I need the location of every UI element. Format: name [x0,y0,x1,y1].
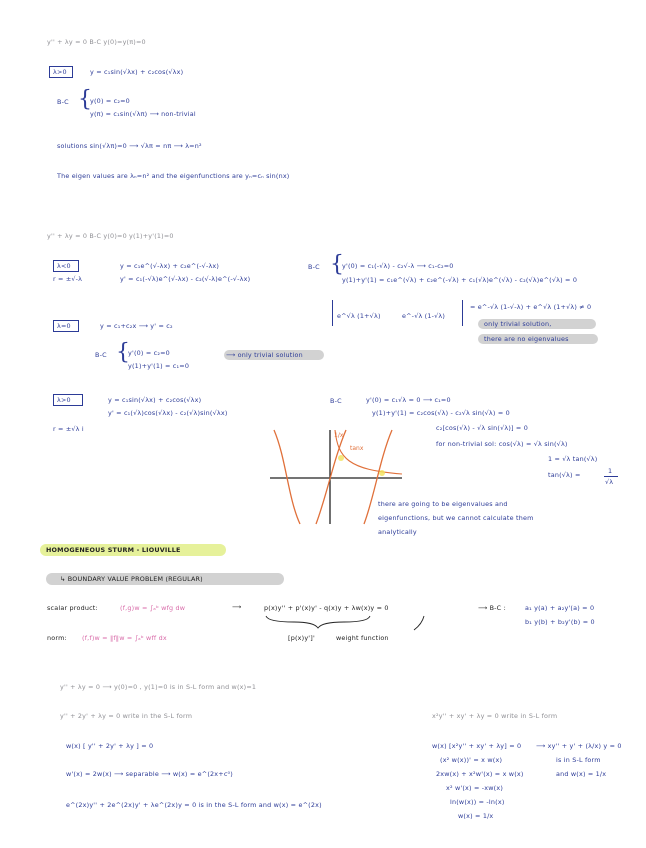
graph-label-1: 1/x [334,432,344,439]
s2-yp-neg: y' = c₁(-√λ)e^(√-λx) - c₂(√-λ)e^(-√-λx) [120,275,251,283]
s3-ex3-4: x² w'(x) = -xw(x) [446,784,504,792]
s2-bc-pos6-left: tan(√λ) = [548,471,581,479]
s3-ex2-3: e^(2x)y'' + 2e^(2x)y' + λe^(2x)y = 0 is in the S-L form and w(x) = e^(2x) [66,801,322,809]
s1-problem: y'' + λy = 0 B-C y(0)=y(π)=0 [47,38,146,46]
intersection-2 [379,470,385,476]
s2-det-right-bar [462,300,463,326]
s3-underbrace [264,614,484,632]
s1-brace: { [78,87,92,112]
s3-ex1: y'' + λy = 0 ⟶ y(0)=0 , y(1)=0 is in S-L form and w(x)=1 [60,683,257,691]
tan-branch-2 [316,430,346,524]
s2-note2: eigenfunctions, but we cannot calculate them [378,514,534,522]
s3-ex2-2: w'(x) = 2w(x) ⟶ separable ⟶ w(x) = e^(2x+c⁰) [66,770,233,778]
s1-bc2: y(π) = c₁sin(√λπ) ⟶ non-trivial [90,110,196,118]
s3-sl-eq: p(x)y'' + p'(x)y' - q(x)y + λw(x)y = 0 [264,604,389,612]
s3-ex3-2: (x² w(x))' = x w(x) [440,756,503,764]
s3-ex3: x²y'' + xy' + λy = 0 write in S-L form [432,712,558,720]
s2-bc-pos1: y'(0) = c₁√λ = 0 ⟶ c₁=0 [366,396,451,404]
s2-fraction-bar [604,476,618,477]
s2-bc-label-pos: B-C [330,397,342,405]
s2-neg-label: λ<0 [57,262,71,270]
s2-r-pos: r = ±√λ i [53,425,84,433]
s2-det-left-bar [332,300,333,326]
s2-bc-pos4: for non-trivial sol: cos(√λ) = √λ sin(√λ) [436,440,568,448]
tan-graph [268,428,404,526]
s2-pos-label: λ>0 [57,396,71,404]
s3-norm-formula: (f,f)w = ‖f‖w = ∫ₐᵇ wff dx [82,634,167,642]
s2-bc-neg1: y'(0) = c₁(-√λ) - c₂√-λ ⟶ c₁-c₂=0 [342,262,454,270]
s2-only-trivial: only trivial solution, [484,320,552,328]
s1-general-solution: y = c₁sin(√λx) + c₂cos(√λx) [90,68,184,76]
s2-bc-pos5: 1 = √λ tan(√λ) [548,455,598,463]
s2-bc-pos6-num: 1 [608,467,613,475]
s2-bc-zero2: y(1)+y'(1) = c₁=0 [128,362,190,370]
s3-sl-bc1: a₁ y(a) + a₂y'(a) = 0 [525,604,595,612]
s3-ex3-5: ln(w(x)) = -ln(x) [450,798,505,806]
s3-header: HOMOGENEOUS STURM - LIOUVILLE [46,546,181,554]
s1-solutions: solutions sin(√λπ)=0 ⟶ √λπ = nπ ⟶ λ=n² [57,142,202,150]
s1-case-label: λ>0 [53,68,67,76]
s2-det-left1: e^√λ (1+√λ) [337,312,381,320]
s2-bc-zero1: y'(0) = c₂=0 [128,349,170,357]
s1-bc1: y(0) = c₂=0 [90,97,130,105]
s1-bc-label: B-C [57,98,69,106]
s3-scalar-formula: (f,g)w = ∫ₐᵇ wfg dw [120,604,186,612]
graph-label-2: tanx [350,445,364,452]
s2-note3: analytically [378,528,417,536]
s2-zero-trivial: ⟶ only trivial solution [226,351,303,359]
s2-y-neg: y = c₁e^(√-λx) + c₂e^(-√-λx) [120,262,220,270]
s2-note1: there are going to be eigenvalues and [378,500,508,508]
s2-yp-pos: y' = c₁(√λ)cos(√λx) - c₂(√λ)sin(√λx) [108,409,228,417]
s2-brace-zero: { [116,340,130,365]
s2-bc-pos6-den: √λ [605,478,614,486]
s3-sub: ↳ BOUNDARY VALUE PROBLEM (REGULAR) [60,575,203,583]
s2-no-eigen: there are no eigenvalues [484,335,569,343]
s2-problem: y'' + λy = 0 B-C y(0)=0 y(1)+y'(1)=0 [47,232,174,240]
s2-r-neg: r = ±√-λ [53,275,83,283]
s3-ex3-r1: ⟶ xy'' + y' + (λ/x) y = 0 [536,742,622,750]
s3-ex2-1: w(x) [ y'' + 2y' + λy ] = 0 [66,742,154,750]
s3-scalar-label: scalar product: [47,604,98,612]
s2-bc-pos2: y(1)+y'(1) = c₂cos(√λ) - c₂√λ sin(√λ) = 0 [372,409,510,417]
s3-sl-under: [p(x)y']' [288,634,315,642]
s2-zero-label: λ=0 [57,322,71,330]
s2-bc-neg2: y(1)+y'(1) = c₁e^(√λ) + c₂e^(-√λ) + c₁(√λ)e^(√λ) - c₂(√λ)e^(√λ) = 0 [342,276,578,284]
s2-det-right: = e^-√λ (1-√-λ) + e^√λ (1+√λ) ≠ 0 [470,303,592,311]
s3-sl-bc-label: ⟶ B-C : [478,604,506,612]
s3-ex3-3: 2xw(x) + x²w'(x) = x w(x) [436,770,524,778]
s2-brace-neg: { [330,252,344,277]
s1-eigen: The eigen values are λₙ=n² and the eigenfunctions are yₙ=cₙ sin(nx) [57,172,290,180]
s3-weight-fn: weight function [336,634,389,642]
s2-det-left2: e^-√λ (1-√λ) [402,312,446,320]
s3-norm-label: norm: [47,634,67,642]
s3-ex2: y'' + 2y' + λy = 0 write in the S-L form [60,712,193,720]
s2-bc-pos3: c₂[cos(√λ) - √λ sin(√λ)] = 0 [436,424,528,432]
intersection-1 [338,455,344,461]
s3-ex3-1: w(x) [x²y'' + xy' + λy] = 0 [432,742,522,750]
tan-branch-3 [364,430,392,524]
s2-bc-label-zero: B-C [95,351,107,359]
s3-ex3-r2: is in S-L form [556,756,601,764]
s3-ex3-r3: and w(x) = 1/x [556,770,607,778]
s3-arrow: ⟶ [232,603,242,611]
s2-y-pos: y = c₁sin(√λx) + c₂cos(√λx) [108,396,202,404]
reciprocal-curve [335,430,402,474]
tan-branch-1 [274,430,300,524]
s2-y-zero: y = c₁+c₂x ⟶ y' = c₂ [100,322,173,330]
s3-sl-bc2: b₁ y(b) + b₂y'(b) = 0 [525,618,595,626]
s3-ex3-6: w(x) = 1/x [458,812,494,820]
s2-bc-label: B-C [308,263,320,271]
